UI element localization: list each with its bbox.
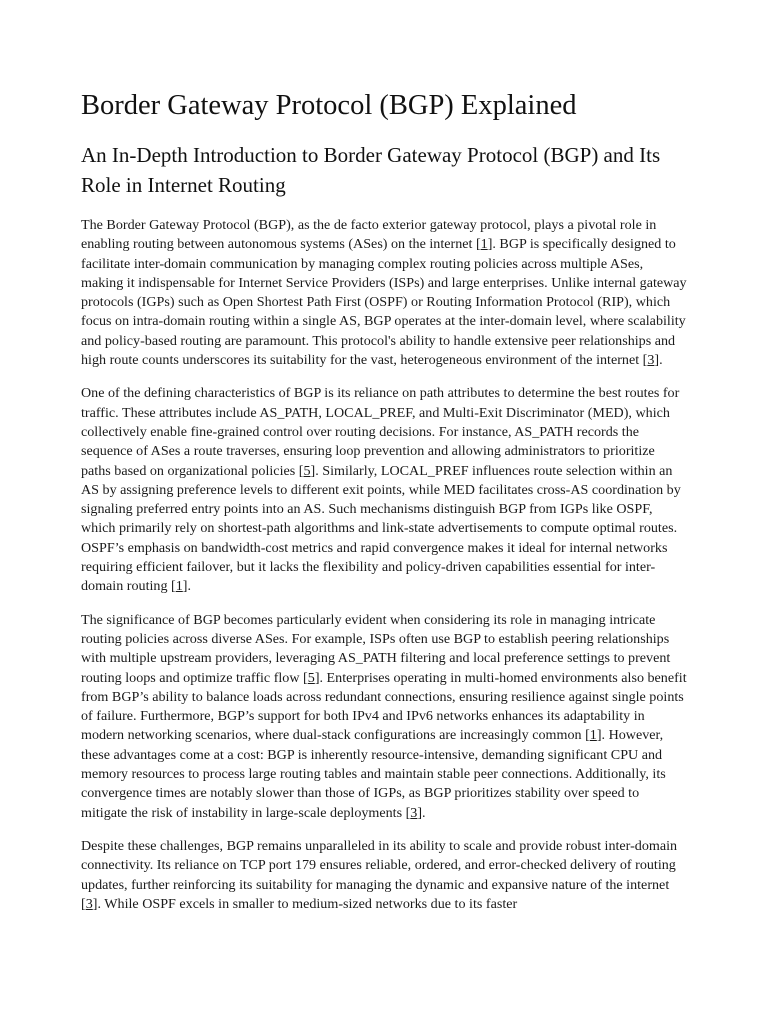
paragraph-text: ]. However, these advantages come at a cost: BGP is inherently resource-intensive, demanding significant CPU and memory resources to process large routing tables and maintain stable peer connections. Additionally, its convergence times are notably slower than those of IGPs, as BGP prioritizes stability over speed to mitigate the risk of instability in large-scale deployments [	[81, 727, 666, 821]
paragraph-text: ]. BGP is specifically designed to facilitate inter-domain communication by managing complex routing policies across multiple ASes, making it indispensable for Internet Service Providers (ISPs) and large enterprises. Unlike internal gateway protocols (IGPs) such as Open Shortest Path First (OSPF) or Routing Information Protocol (RIP), which focus on intra-domain routing within a single AS, BGP operates at the inter-domain level, where scalability and policy-based routing are paramount. This protocol's ability to handle extensive peer relationships and high route counts underscores its suitability for the vast, heterogeneous environment of the internet [	[81, 236, 687, 369]
paragraph-text: The significance of BGP becomes particularly evident when considering its role in managing intricate routing policies across diverse ASes. For example, ISPs often use BGP to establish peering relationships with multiple upstream providers, leveraging AS_PATH filtering and local preference settings to prevent routing loops and optimize traffic flow [	[81, 611, 671, 686]
paragraph	[81, 837, 687, 914]
paragraph-text: One of the defining characteristics of BGP is its reliance on path attributes to determine the best routes for traffic. These attributes include AS_PATH, LOCAL_PREF, and Multi-Exit Discriminator (MED), which collectively enable fine-grained control over routing decisions. For instance, AS_PATH records the sequence of ASes a route traverses, ensuring loop prevention and allowing administrators to prioritize paths based on organizational policies [	[81, 385, 680, 479]
paragraph-text: ]. While OSPF excels in smaller to medium-sized networks due to its faster	[92, 895, 518, 912]
citation-link[interactable]: 3	[85, 895, 93, 912]
paragraph-text: ]. Enterprises operating in multi-homed environments also benefit from BGP’s ability to balance loads across redundant connections, ensuring resilience against single points of failure. Furthermore, BGP’s support for both IPv4 and IPv6 networks enhances its adaptability in modern networking scenarios, where dual-stack configurations are increasingly common [	[81, 669, 687, 744]
paragraph-text: ].	[182, 578, 191, 595]
paragraph-text: Despite these challenges, BGP remains unparalleled in its ability to scale and provide robust inter-domain connectivity. Its reliance on TCP port 179 ensures reliable, ordered, and error-checked delivery of routing updates, further reinforcing its suitability for managing the dynamic and expansive nature of the internet [	[81, 837, 678, 912]
citation-link[interactable]: 3	[647, 352, 655, 369]
page-title: Border Gateway Protocol (BGP) Explained	[81, 90, 577, 121]
citation-link[interactable]: 3	[410, 804, 418, 821]
paragraph-text: ].	[417, 804, 426, 821]
paragraph-text: The Border Gateway Protocol (BGP), as the de facto exterior gateway protocol, plays a pivotal role in enabling routing between autonomous systems (ASes) on the internet [	[81, 217, 657, 253]
citation-link[interactable]: 1	[589, 727, 597, 744]
paragraph-text: ]. Similarly, LOCAL_PREF influences route selection within an AS by assigning preference levels to different exit points, while MED facilitates cross-AS coordination by signaling preferred entry points into an AS. Such mechanisms distinguish BGP from IGPs like OSPF, which primarily rely on shortest-path algorithms and link-state advertisements to compute optimal routes. OSPF’s emphasis on bandwidth-cost metrics and rapid convergence makes it ideal for internal networks requiring efficient failover, but it lacks the flexibility and policy-driven capabilities essential for inter-domain routing [	[81, 462, 681, 595]
citation-link[interactable]: 5	[303, 462, 311, 479]
citation-link[interactable]: 1	[175, 578, 183, 595]
paragraph-text: ].	[654, 352, 663, 369]
citation-link[interactable]: 5	[307, 669, 315, 686]
paragraph	[81, 216, 687, 370]
document-page	[81, 86, 687, 928]
paragraph	[81, 611, 687, 823]
paragraph	[81, 384, 687, 596]
page-subtitle: An In-Depth Introduction to Border Gateway Protocol (BGP) and Its Role in Internet Routing	[81, 143, 661, 197]
article-body	[81, 216, 687, 914]
citation-link[interactable]: 1	[480, 236, 488, 253]
